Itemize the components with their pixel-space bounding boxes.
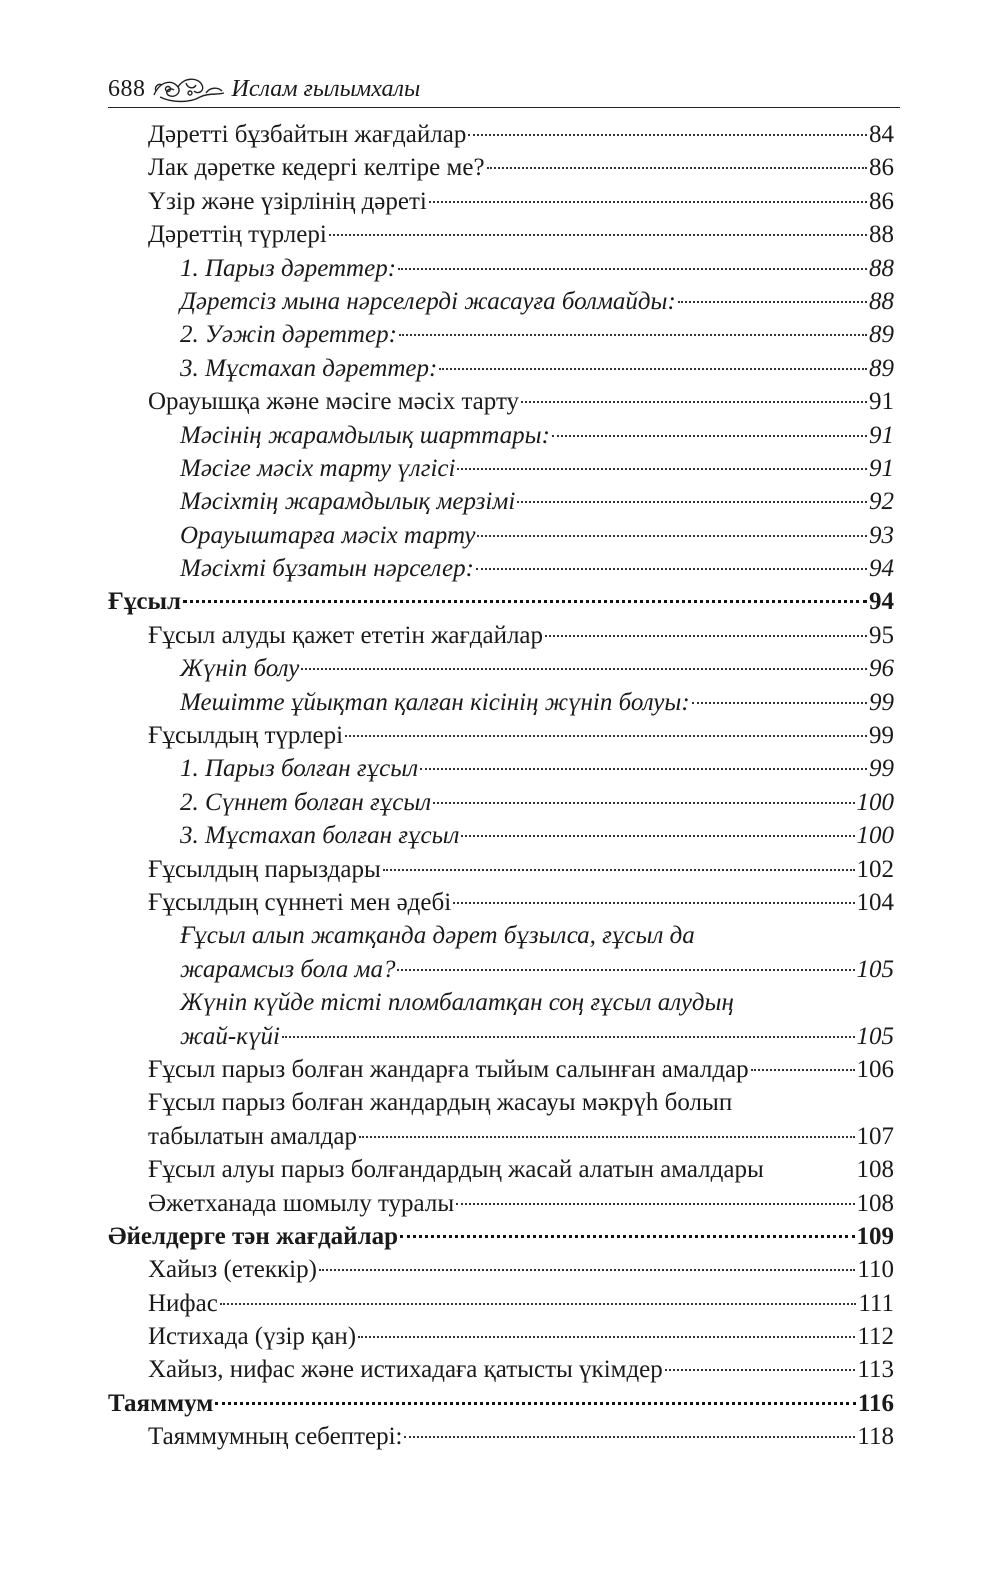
toc-entry[interactable] <box>108 1420 894 1453</box>
toc-entry-title: Орауышқа және мәсіге мәсіх тарту <box>148 388 520 416</box>
dot-leader <box>383 869 855 871</box>
dot-leader <box>461 835 854 837</box>
toc-entry[interactable] <box>108 252 894 285</box>
toc-entry[interactable] <box>108 953 894 986</box>
toc-entry[interactable] <box>108 853 894 886</box>
toc-page-number: 116 <box>857 1389 894 1417</box>
dot-leader <box>665 1369 856 1371</box>
toc-page-number: 104 <box>856 888 894 916</box>
toc-entry[interactable] <box>108 1053 894 1086</box>
toc-page-number: 84 <box>869 121 894 148</box>
dot-leader <box>429 201 867 203</box>
toc-page-number: 105 <box>856 1022 894 1050</box>
dot-leader <box>282 1036 855 1038</box>
dot-leader <box>319 1269 855 1271</box>
toc-entry[interactable] <box>108 652 894 685</box>
dot-leader <box>456 1203 854 1205</box>
toc-entry[interactable] <box>108 118 894 151</box>
toc-page-number: 92 <box>869 488 894 516</box>
toc-page-number: 86 <box>869 187 894 215</box>
dot-leader <box>517 501 867 503</box>
toc-entry[interactable] <box>108 519 894 552</box>
toc-entry-title: Дәретті бұзбайтын жағдайлар <box>148 121 467 148</box>
toc-page-number: 99 <box>869 722 894 750</box>
toc-entry[interactable] <box>108 886 894 919</box>
toc-page-number: 95 <box>869 621 894 649</box>
toc-entry-title: Хайыз (етеккір) <box>148 1256 317 1284</box>
toc-entry-title: Ғұсыл алуды қажет ететін жағдайлар <box>148 621 544 649</box>
dot-leader <box>220 1303 857 1305</box>
dot-leader <box>521 401 867 403</box>
toc-entry[interactable] <box>108 1020 894 1053</box>
toc-page-number: 108 <box>856 1156 894 1184</box>
dot-leader <box>215 1402 856 1405</box>
dot-leader <box>399 334 867 336</box>
toc-entry[interactable] <box>108 1320 894 1353</box>
toc-entry-title: Ғұсылдың парыздары <box>148 855 381 883</box>
toc-entry-title: Дәретсіз мына нәрселерді жасауға болмайды: <box>180 287 676 315</box>
toc-entry-title: Әйелдерге тән жағдайлар <box>108 1222 399 1250</box>
toc-page-number: 96 <box>869 655 894 683</box>
toc-entry-title: 3. Мұстахап болған ғұсыл <box>180 822 460 850</box>
toc-entry-title: Ғұсылдың сүннеті мен әдебі <box>148 888 452 916</box>
toc-page-number: 88 <box>869 221 894 249</box>
toc-entry-title: Ғұсыл <box>108 588 182 616</box>
toc-entry-title: Лак дәретке кедергі келтіре ме? <box>148 154 485 182</box>
dot-leader <box>400 1235 854 1238</box>
dot-leader <box>453 902 854 904</box>
toc-entry-title: Таяммумның себептері: <box>148 1423 403 1451</box>
toc-page-number: 107 <box>856 1122 894 1150</box>
toc-section-heading[interactable] <box>108 585 894 618</box>
toc-entry[interactable] <box>108 352 894 385</box>
toc-entry[interactable] <box>108 1120 894 1153</box>
dot-leader <box>398 268 867 270</box>
dot-leader <box>692 702 867 704</box>
toc-page-number: 100 <box>856 788 894 816</box>
book-title: Ислам ғылымхалы <box>231 75 421 102</box>
toc-entry[interactable] <box>108 1253 894 1286</box>
toc-entry-title: 3. Мұстахап дәреттер: <box>180 354 438 382</box>
toc-entry-title: Ғұсыл алуы парыз болғандардың жасай алатын амалдары <box>148 1156 764 1184</box>
toc-entry[interactable] <box>108 752 894 785</box>
toc-section-heading[interactable] <box>108 1220 894 1253</box>
toc-entry[interactable] <box>108 819 894 852</box>
table-of-contents <box>108 118 894 1454</box>
toc-entry-title: 1. Парыз болған ғұсыл <box>180 755 419 783</box>
toc-entry-title: Мәсіхтің жарамдылық мерзімі <box>180 488 516 516</box>
toc-entry[interactable] <box>108 419 894 452</box>
toc-page-number: 99 <box>869 688 894 716</box>
toc-page-number: 111 <box>858 1289 894 1317</box>
toc-page-number: 91 <box>869 454 894 482</box>
dot-leader <box>552 435 867 437</box>
toc-entry-title: Ғұсылдың түрлері <box>148 722 344 750</box>
toc-entry[interactable] <box>108 185 894 218</box>
toc-page-number: 94 <box>869 555 894 583</box>
toc-entry-title: Истихада (үзір қан) <box>148 1323 357 1351</box>
toc-page-number: 102 <box>856 855 894 883</box>
dot-leader <box>477 535 867 537</box>
dot-leader <box>439 368 867 370</box>
toc-entry[interactable] <box>108 552 894 585</box>
toc-entry-title: Мәсіхті бұзатын нәрселер: <box>180 555 474 583</box>
toc-entry-title: Жүніп болу <box>180 655 300 683</box>
toc-entry-title: Мәсінің жарамдылық шарттары: <box>180 421 550 449</box>
toc-entry-title: табылатын амалдар <box>148 1122 357 1150</box>
toc-page-number: 110 <box>857 1256 894 1284</box>
toc-entry-title: 2. Сүннет болған ғұсыл <box>180 788 432 816</box>
toc-page-number: 86 <box>869 154 894 182</box>
toc-entry[interactable] <box>108 452 894 485</box>
toc-entry-title: 1. Парыз дәреттер: <box>180 254 397 282</box>
toc-page-number: 89 <box>869 321 894 349</box>
toc-entry-title: Әжетханада шомылу туралы <box>148 1189 455 1217</box>
toc-page-number: 91 <box>869 388 894 416</box>
toc-entry-title: Ғұсыл парыз болған жандарға тыйым салынған амалдар <box>148 1055 749 1083</box>
toc-entry[interactable] <box>108 719 894 752</box>
toc-page-number: 106 <box>856 1055 894 1083</box>
page-number: 688 <box>108 75 146 102</box>
dot-leader <box>404 1436 855 1438</box>
toc-page-number: 93 <box>869 521 894 549</box>
toc-entry-title: Мәсіге мәсіх тарту үлгісі <box>180 454 456 482</box>
running-header <box>108 72 420 106</box>
toc-page-number: 112 <box>857 1323 894 1351</box>
toc-entry[interactable] <box>108 1353 894 1386</box>
dot-leader <box>358 1336 855 1338</box>
toc-entry-title: Орауыштарға мәсіх тарту <box>180 521 476 549</box>
dot-leader <box>433 802 854 804</box>
dot-leader <box>329 234 867 236</box>
dot-leader <box>476 568 867 570</box>
toc-page-number: 91 <box>869 421 894 449</box>
toc-entry-title: жай-күйі <box>180 1022 280 1050</box>
toc-entry[interactable] <box>108 318 894 351</box>
toc-page-number: 94 <box>869 588 894 616</box>
toc-entry[interactable] <box>108 786 894 819</box>
dot-leader <box>420 768 867 770</box>
dot-leader <box>345 735 867 737</box>
toc-page-number: 100 <box>856 822 894 850</box>
toc-entry[interactable] <box>108 285 894 318</box>
toc-page-number: 99 <box>869 755 894 783</box>
toc-entry-title: Нифас <box>148 1289 218 1317</box>
toc-entry-title: Мешітте ұйықтап қалған кісінің жүніп болуы: <box>180 688 690 716</box>
dot-leader <box>678 301 867 303</box>
toc-page-number: 108 <box>856 1189 894 1217</box>
toc-entry[interactable] <box>108 1153 894 1186</box>
toc-entry[interactable] <box>108 218 894 251</box>
dot-leader <box>468 134 867 136</box>
toc-entry-title: Хайыз, нифас және истихадаға қатысты үкімдер <box>148 1356 663 1384</box>
toc-page-number: 113 <box>857 1356 894 1384</box>
dot-leader <box>545 635 867 637</box>
toc-page-number: 89 <box>869 354 894 382</box>
toc-section-heading[interactable] <box>108 1387 894 1420</box>
toc-entry-first-line: Жүніп күйде тісті пломбалатқан соң ғұсыл алудың <box>180 989 734 1017</box>
toc-entry[interactable] <box>108 385 894 418</box>
toc-page-number: 88 <box>869 287 894 315</box>
dot-leader <box>751 1069 855 1071</box>
toc-entry-title: 2. Уәжіп дәреттер: <box>180 321 397 349</box>
dot-leader <box>301 668 867 670</box>
toc-entry-title: жарамсыз бола ма? <box>180 955 396 983</box>
toc-entry-first-line: Ғұсыл парыз болған жандардың жасауы мәкрүһ болып <box>148 1089 733 1117</box>
toc-entry-first-line: Ғұсыл алып жатқанда дәрет бұзылса, ғұсыл да <box>180 922 695 950</box>
toc-entry-title: Үзір және үзірлінің дәреті <box>148 187 427 215</box>
dot-leader <box>359 1136 855 1138</box>
toc-entry[interactable] <box>108 485 894 518</box>
header-rule <box>108 107 900 108</box>
toc-page-number: 109 <box>856 1222 894 1250</box>
dot-leader <box>183 600 867 603</box>
toc-entry[interactable] <box>108 151 894 184</box>
toc-entry-title: Дәреттің түрлері <box>148 221 327 249</box>
dot-leader <box>487 167 867 169</box>
toc-entry[interactable] <box>108 1187 894 1220</box>
floral-ornament-icon <box>150 73 228 105</box>
dot-leader <box>397 969 854 971</box>
toc-entry[interactable] <box>108 619 894 652</box>
toc-page-number: 118 <box>857 1423 894 1451</box>
toc-page-number: 105 <box>856 955 894 983</box>
toc-entry[interactable] <box>108 686 894 719</box>
dot-leader <box>457 468 867 470</box>
toc-entry-title: Таяммум <box>108 1389 214 1417</box>
toc-entry[interactable] <box>108 1287 894 1320</box>
toc-page-number: 88 <box>869 254 894 282</box>
